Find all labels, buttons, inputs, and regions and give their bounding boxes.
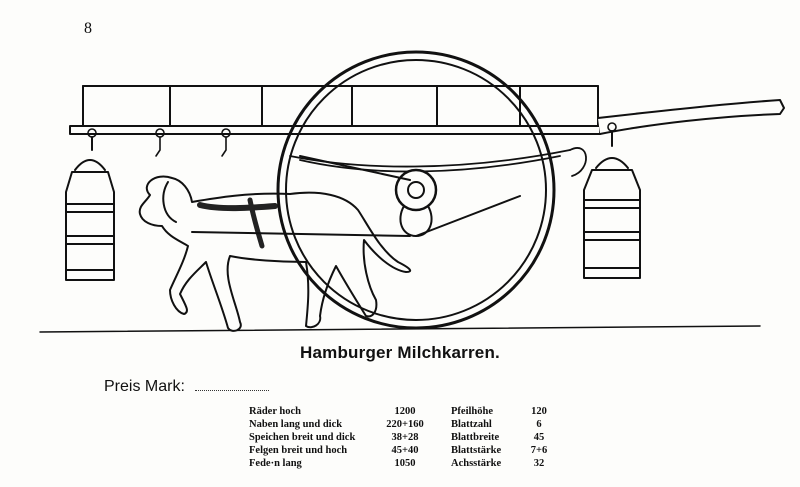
milk-can-left [66,137,114,280]
spec-label: Räder hoch [249,406,302,417]
price-label: Preis Mark: [104,378,185,395]
spec-row [249,444,435,457]
spec-row [249,418,435,431]
spec-value: 45 [533,432,545,443]
spec-row [451,431,561,444]
spec-label: Blattstärke [451,445,502,456]
spec-value: 1050 [394,458,416,469]
spec-value: 120 [531,406,547,417]
spec-value: 45+40 [391,445,419,456]
milk-cart-illustration [0,40,800,340]
spec-label: Blattzahl [451,419,492,430]
figure-caption: Hamburger Milchkarren. [300,343,500,362]
spec-label: Speichen breit und dick [249,432,356,443]
spec-label: Felgen breit und hoch [249,445,348,456]
spec-value: 32 [533,458,545,469]
spec-row [249,457,435,470]
leaf-spring [290,148,586,176]
specs-table-right [451,405,561,470]
dog-illustration [140,176,410,330]
spec-value: 7+6 [530,445,548,456]
spec-value: 6 [536,419,542,430]
spec-label: Pfeilhöhe [451,406,493,417]
page-number: 8 [84,20,92,37]
milk-can-right [584,131,640,278]
spec-row [249,405,435,418]
spec-label: Blattbreite [451,432,500,443]
spec-row [249,431,435,444]
price-line [104,378,269,396]
spec-row [451,418,561,431]
spec-row [451,444,561,457]
spec-row [451,405,561,418]
spec-label: Fede·n lang [249,458,302,469]
spec-value: 1200 [394,406,416,417]
spec-label: Achsstärke [451,458,502,469]
price-blank [195,380,269,391]
spec-value: 38+28 [391,432,419,443]
specs-table-left [249,405,435,470]
spec-value: 220+160 [386,419,424,430]
cart-frame [70,86,784,134]
spec-row [451,457,561,470]
spec-label: Naben lang und dick [249,419,343,430]
